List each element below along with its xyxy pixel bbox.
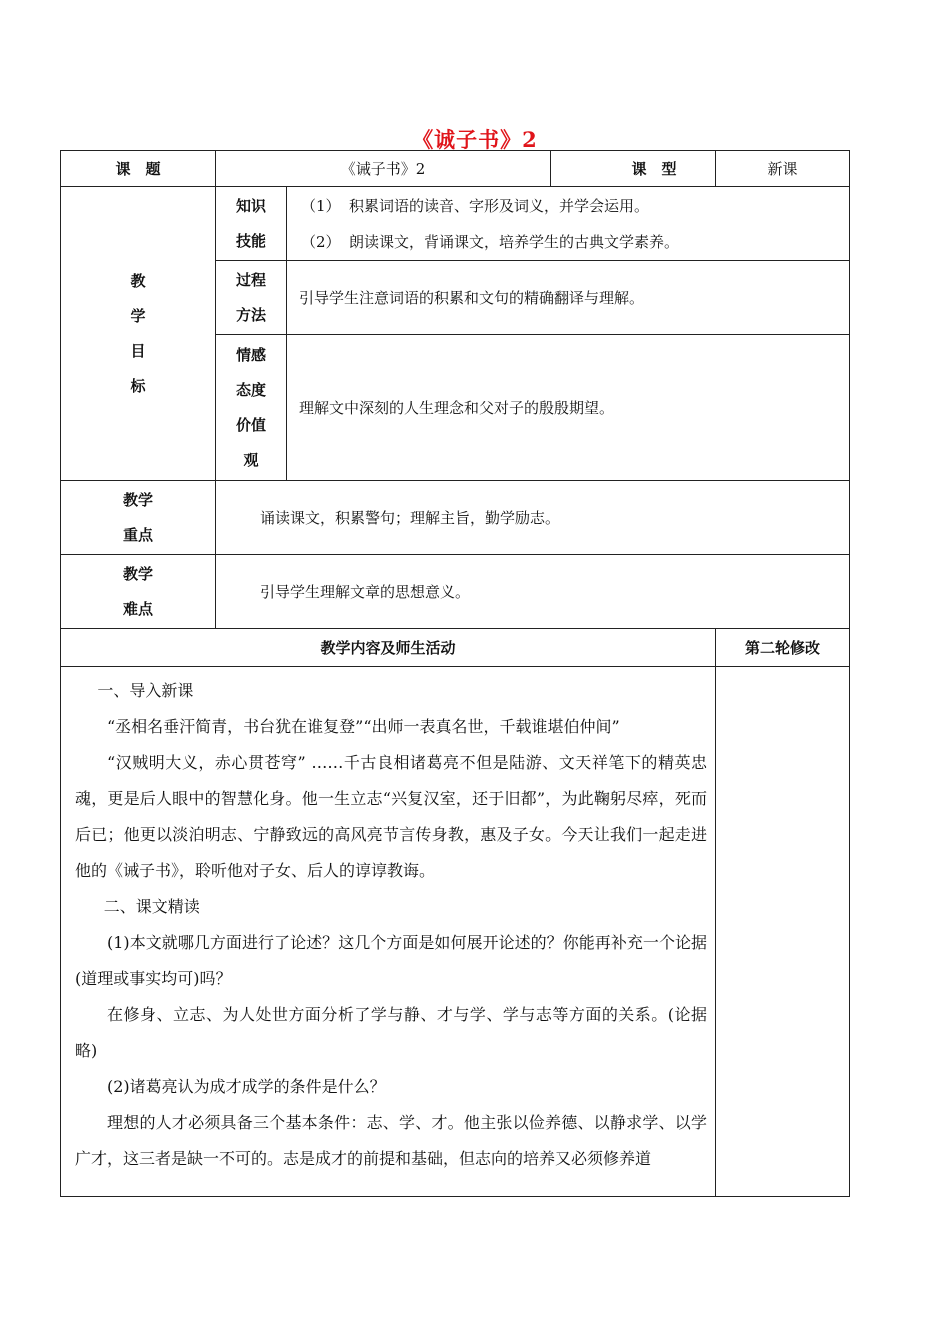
knowledge-content: [287, 187, 850, 261]
content-paragraph: (1)本文就哪几方面进行了论述？这几个方面是如何展开论述的？你能再补充一个论据(道理或事实均可)吗？: [75, 933, 708, 988]
objectives-label-char: 教: [130, 271, 146, 290]
emotion-content: 理解文中深刻的人生理念和父对子的殷殷期望。: [287, 335, 850, 481]
knowledge-item: [287, 224, 849, 260]
content-paragraph: 在修身、立志、为人处世方面分析了学与静、才与学、学与志等方面的关系。(论据略): [75, 1005, 708, 1060]
emotion-label-line: 态度: [235, 380, 266, 399]
topic-label: 课 题: [61, 151, 216, 187]
difficulties-label: [61, 555, 216, 629]
type-value: 新课: [716, 151, 850, 187]
process-label-line: 方法: [235, 305, 266, 324]
knowledge-item-text: 朗读课文，背诵课文，培养学生的古典文学素养。: [349, 232, 680, 251]
content-paragraph: (2)诸葛亮认为成才成学的条件是什么？: [107, 1077, 386, 1096]
document-title: 《诚子书》2: [412, 127, 538, 152]
knowledge-item-text: 积累词语的读音、字形及词义，并学会运用。: [349, 196, 650, 215]
objectives-label-char: 学: [130, 306, 146, 325]
difficulties-label-line: 难点: [122, 599, 153, 618]
emotion-label: [216, 335, 287, 481]
knowledge-item-num: （2）: [301, 232, 341, 251]
knowledge-label-line: 知识: [235, 196, 266, 215]
content-paragraph: 二、课文精读: [103, 897, 200, 916]
process-label-line: 过程: [235, 270, 266, 289]
objectives-label-char: 标: [130, 376, 146, 395]
knowledge-label-line: 技能: [235, 231, 266, 250]
emotion-label-line: 价值: [235, 415, 266, 434]
knowledge-item-num: （1）: [301, 196, 341, 215]
knowledge-label: [216, 187, 287, 261]
header-row: [61, 151, 850, 187]
content-body-row: [61, 667, 850, 1197]
process-content: 引导学生注意词语的积累和文句的精确翻译与理解。: [287, 261, 850, 335]
content-header-main: 教学内容及师生活动: [61, 629, 716, 667]
type-label-spacer: [551, 151, 632, 187]
key-points-label-line: 重点: [122, 525, 153, 544]
key-points-content: 诵读课文，积累警句；理解主旨，勤学励志。: [216, 481, 850, 555]
emotion-label-line: 情感: [235, 345, 266, 364]
content-paragraph: “丞相名垂汗简青，书台犹在谁复登”“出师一表真名世，千载谁堪伯仲间”: [107, 717, 620, 736]
objectives-label: [61, 187, 216, 481]
knowledge-item: [287, 188, 849, 224]
topic-value: 《诫子书》2: [216, 151, 551, 187]
process-label: [216, 261, 287, 335]
content-paragraph: 理想的人才必须具备三个基本条件：志、学、才。他主张以俭养德、以静求学、以学广才，这三者是缺一不可的。志是成才的前提和基础，但志向的培养又必须修养道: [75, 1113, 708, 1168]
emotion-label-line: 观: [243, 450, 259, 469]
content-header-row: [61, 629, 850, 667]
revision-column: [716, 667, 850, 1197]
key-points-row: [61, 481, 850, 555]
key-points-label: [61, 481, 216, 555]
lesson-plan-table: [60, 150, 850, 1197]
difficulties-label-line: 教学: [122, 564, 153, 583]
content-paragraph: 一、导入新课: [97, 681, 194, 700]
objective-knowledge-row: [61, 187, 850, 261]
difficulties-row: [61, 555, 850, 629]
difficulties-content: 引导学生理解文章的思想意义。: [216, 555, 850, 629]
content-body: [61, 667, 716, 1197]
key-points-label-line: 教学: [122, 490, 153, 509]
content-header-side: 第二轮修改: [716, 629, 850, 667]
content-paragraph: “汉贼明大义，赤心贯苍穹” ……千古良相诸葛亮不但是陆游、文天祥笔下的精英忠魂，更是后人眼中的智慧化身。他一生立志“兴复汉室，还于旧都”，为此鞠躬尽瘁，死而后已；他更以淡泊明志、宁静致远的高风亮节言传身教，惠及子女。今天让我们一起走进他的《诫子书》，聆听他对子女、后人的谆谆教诲。: [75, 753, 708, 880]
objectives-label-char: 目: [130, 341, 146, 360]
type-label: 课 型: [632, 151, 716, 187]
